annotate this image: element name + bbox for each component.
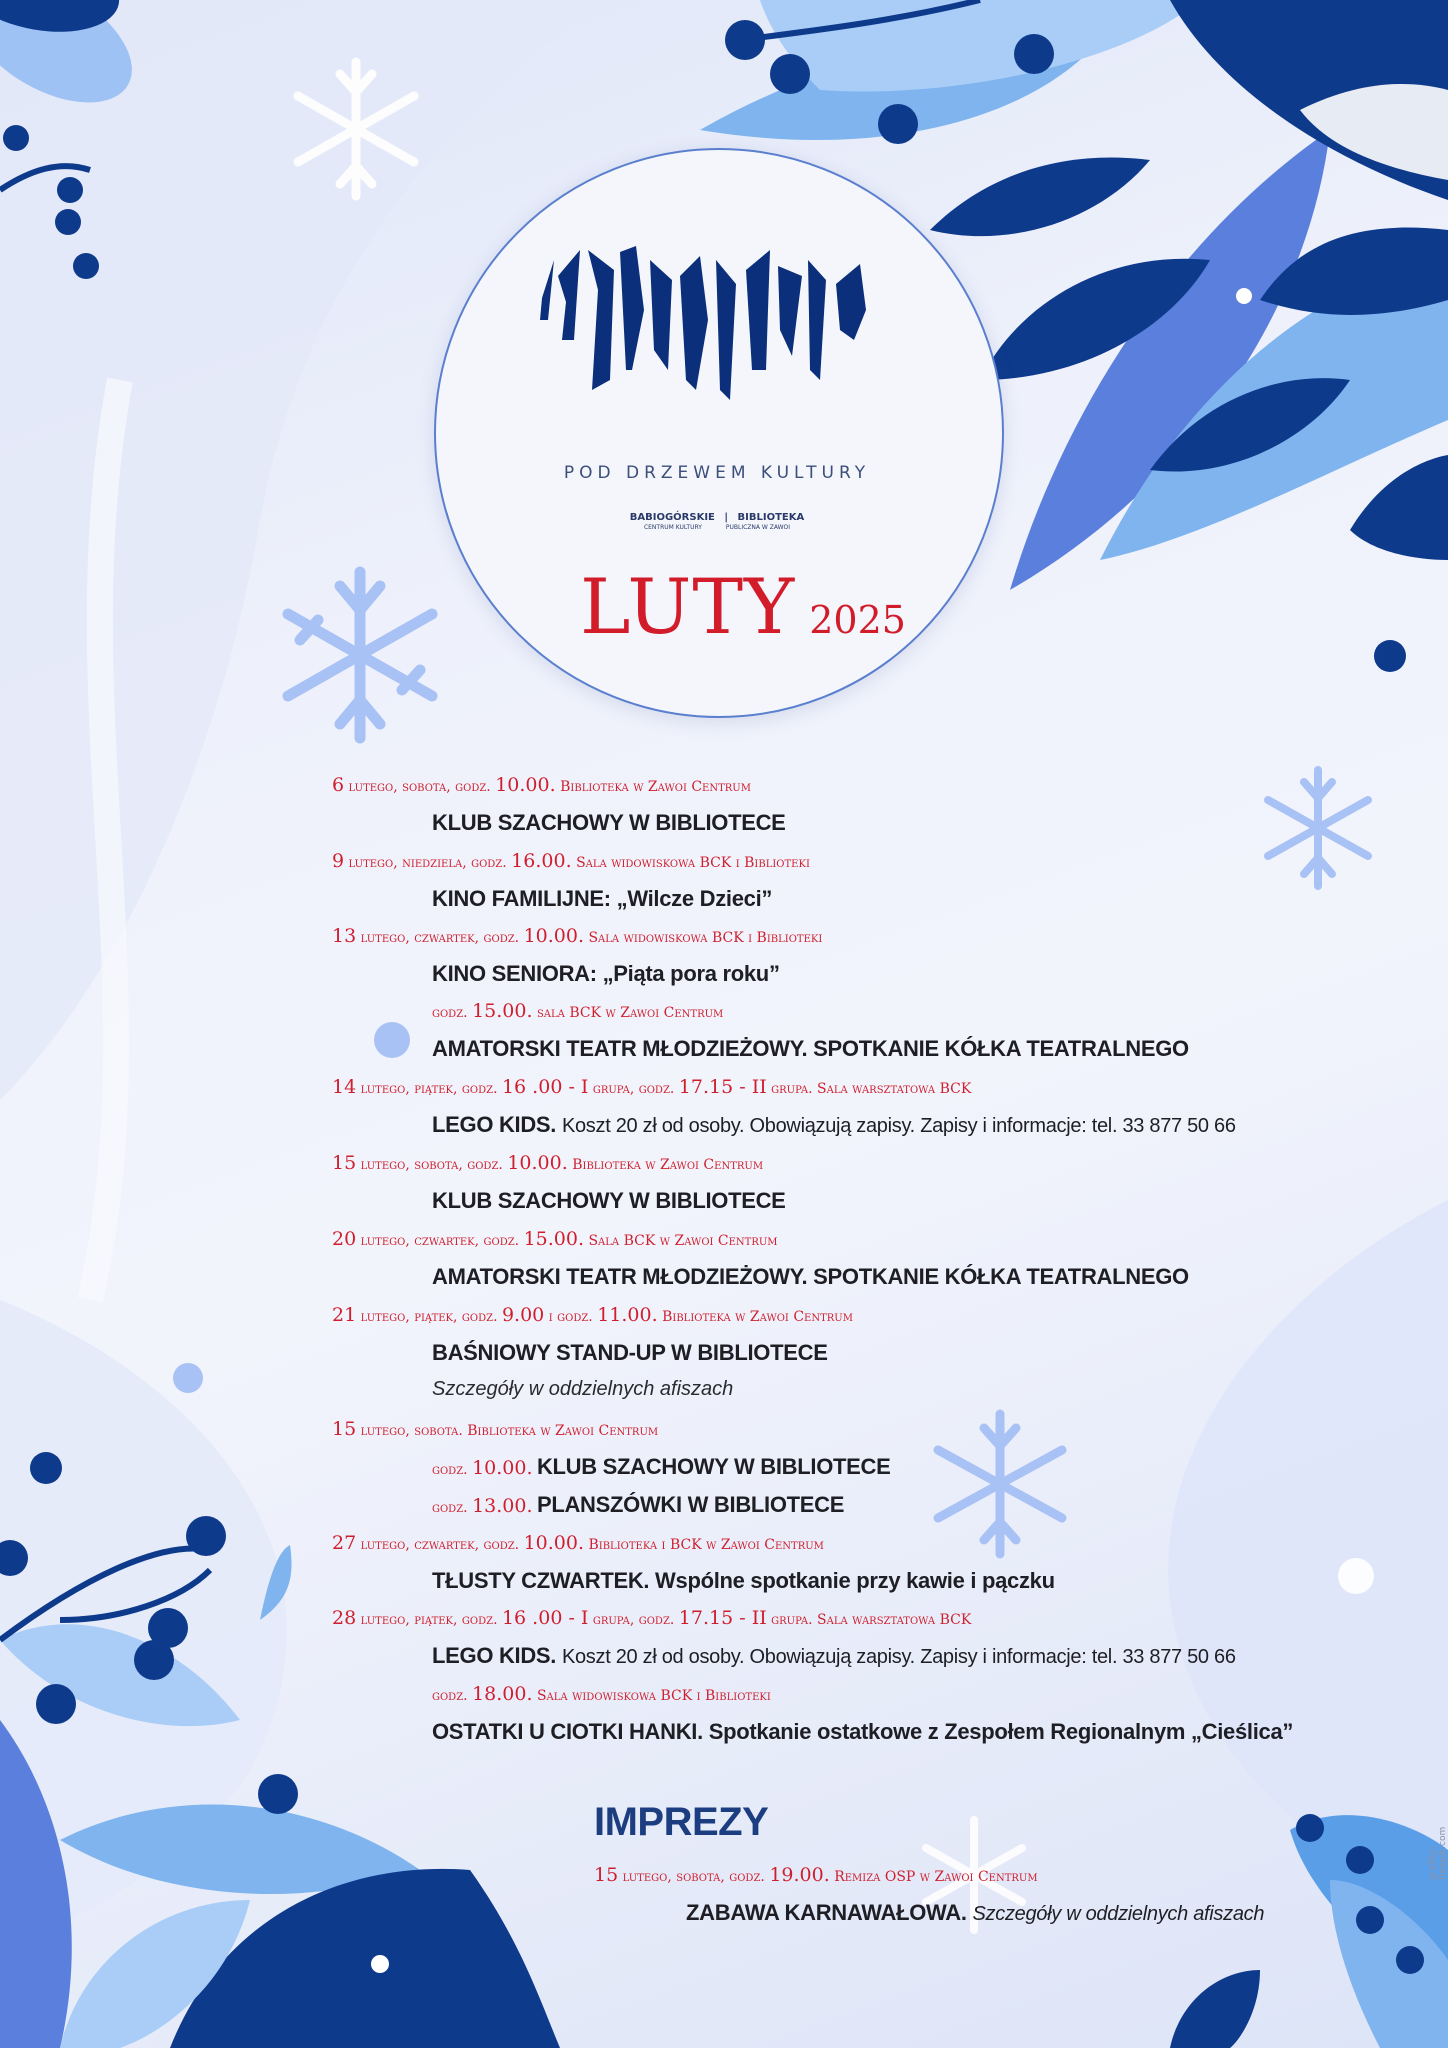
event-1-title: KLUB SZACHOWY W BIBLIOTECE (432, 810, 786, 835)
event-4-info: 14 lutego, piątek, godz. 16 .00 - I grupa, godz. 17.15 - II grupa. Sala warsztatowa BCK (332, 1076, 972, 1098)
event-1-info: 6 lutego, sobota, godz. 10.00. Biblioteka w Zawoi Centrum (332, 774, 751, 796)
bottom-right-leaves-decoration (1170, 1814, 1448, 2048)
partner-biblioteka: BIBLIOTEKA (737, 512, 805, 523)
event-7-info: 21 lutego, piątek, godz. 9.00 i godz. 11.00. Biblioteka w Zawoi Centrum (332, 1304, 853, 1326)
event-10-info: 28 lutego, piątek, godz. 16 .00 - I grupa, godz. 17.15 - II grupa. Sala warsztatowa BCK (332, 1607, 972, 1629)
pod-drzewem-kultury-logo (540, 220, 880, 430)
event-10-extra-info: godz. 18.00. Sala widowiskowa BCK i Biblioteki (432, 1683, 771, 1705)
snowflake-left (288, 572, 432, 738)
partner-logos (434, 512, 1000, 531)
event-6-info: 20 lutego, czwartek, godz. 15.00. Sala BCK w Zawoi Centrum (332, 1228, 778, 1250)
event-8-sub-2: godz. 13.00. PLANSZÓWKI W BIBLIOTECE (432, 1492, 845, 1517)
snowflake-right (1268, 770, 1368, 886)
partner-bck: BABIOGÓRSKIE (629, 512, 715, 523)
event-day: 6 (332, 774, 345, 796)
event-10-extra-title: OSTATKI U CIOTKI HANKI. Spotkanie ostatkowe z Zespołem Regionalnym „Cieślica” (432, 1719, 1294, 1744)
event-6-title: AMATORSKI TEATR MŁODZIEŻOWY. SPOTKANIE KÓŁKA TEATRALNEGO (432, 1264, 1189, 1289)
event-7-note: Szczegóły w oddzielnych afiszach (432, 1378, 734, 1400)
month-name: LUTY (580, 562, 796, 651)
partner-biblioteka-sub: PUBLICZNA W ZAWOI (725, 524, 791, 531)
imprezy-info: 15 lutego, sobota, godz. 19.00. Remiza OSP w Zawoi Centrum (594, 1864, 1038, 1886)
snowflake-lower (938, 1414, 1062, 1554)
event-5-title: KLUB SZACHOWY W BIBLIOTECE (432, 1188, 786, 1213)
logo-tagline: POD DRZEWEM KULTURY (563, 463, 871, 483)
imprezy-title: ZABAWA KARNAWAŁOWA. Szczegóły w oddzielnych afiszach (686, 1900, 1265, 1925)
month-year: 2025 (809, 598, 906, 642)
partner-bck-sub: CENTRUM KULTURY (643, 524, 702, 531)
event-3-info: 13 lutego, czwartek, godz. 10.00. Sala widowiskowa BCK i Biblioteki (332, 925, 823, 947)
event-3-extra-info: godz. 15.00. sala BCK w Zawoi Centrum (432, 1000, 724, 1022)
event-2-info: 9 lutego, niedziela, godz. 16.00. Sala widowiskowa BCK i Biblioteki (332, 850, 810, 872)
event-9-title: TŁUSTY CZWARTEK. Wspólne spotkanie przy kawie i pączku (432, 1568, 1055, 1593)
event-3-title: KINO SENIORA: „Piąta pora roku” (432, 961, 780, 986)
event-10-title: LEGO KIDS. Koszt 20 zł od osoby. Obowiązują zapisy. Zapisy i informacje: tel. 33 877 50 66 (432, 1643, 1236, 1668)
partner-separator: | (724, 512, 729, 523)
event-8-sub-1: godz. 10.00. KLUB SZACHOWY W BIBLIOTECE (432, 1454, 891, 1479)
event-5-info: 15 lutego, sobota, godz. 10.00. Biblioteka w Zawoi Centrum (332, 1152, 764, 1174)
event-7-title: BAŚNIOWY STAND-UP W BIBLIOTECE (432, 1340, 828, 1365)
month-heading (580, 562, 906, 651)
event-3-extra-title: AMATORSKI TEATR MŁODZIEŻOWY. SPOTKANIE KÓŁKA TEATRALNEGO (432, 1036, 1189, 1061)
event-2-title: KINO FAMILIJNE: „Wilcze Dzieci” (432, 886, 773, 911)
event-4-title: LEGO KIDS. Koszt 20 zł od osoby. Obowiązują zapisy. Zapisy i informacje: tel. 33 877 50 66 (432, 1112, 1236, 1137)
event-9-info: 27 lutego, czwartek, godz. 10.00. Biblioteka i BCK w Zawoi Centrum (332, 1532, 824, 1554)
imprezy-heading: IMPREZY (594, 1800, 769, 1844)
image-credit: grafika: freepik.com (1428, 1826, 1448, 1880)
partner-subtitles (434, 524, 1000, 531)
event-8-info: 15 lutego, sobota. Biblioteka w Zawoi Centrum (332, 1418, 659, 1440)
